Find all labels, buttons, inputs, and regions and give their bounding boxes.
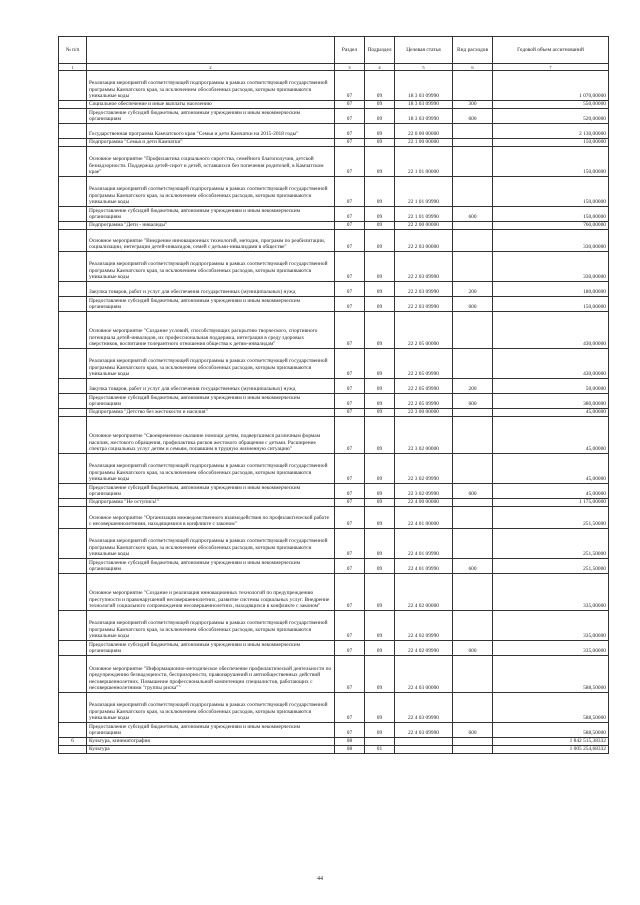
expense-kind-cell [453,222,493,230]
table-row [59,297,609,312]
row-name-cell: Предоставление субсидий бюджетным, автономным учреждениям и иным некоммерческим организациям [87,723,335,738]
table-row [59,574,609,611]
column-number: 6 [453,64,493,71]
row-number-cell [59,207,87,222]
table-row [59,222,609,230]
row-number-cell [59,124,87,139]
subsection-cell: 09 [365,641,395,656]
amount-cell: 1 005 254,68332 [493,746,609,754]
amount-cell: 760,00000 [493,222,609,230]
target-article-cell: 22 0 00 00000 [395,124,453,139]
row-number-cell [59,409,87,417]
amount-cell: 2 130,00000 [493,124,609,139]
amount-cell: 520,00000 [493,109,609,124]
table-row [59,656,609,693]
amount-cell: 50,00000 [493,379,609,394]
row-name-cell: Основное мероприятие "Организация межведомственного взаимодействия по профилактической работе с несовершеннолетними, находящимися в конфликте с законом" [87,507,335,529]
table-row [59,349,609,379]
table-row [59,312,609,349]
amount-cell: 180,00000 [493,282,609,297]
amount-cell: 45,00000 [493,454,609,484]
expense-kind-cell: 600 [453,559,493,574]
row-name-cell: Подпрограмма "Семья и дети Камчатки" [87,139,335,147]
subsection-cell: 09 [365,499,395,507]
subsection-cell: 09 [365,656,395,693]
expense-kind-cell [453,454,493,484]
table-row [59,409,609,417]
header-cell: Целевая статья [395,37,453,64]
expense-kind-cell [453,738,493,746]
column-number: 2 [87,64,335,71]
expense-kind-cell: 600 [453,109,493,124]
expense-kind-cell [453,139,493,147]
row-name-cell: Реализация мероприятий соответствующей подпрограммы в рамках соответствующей государственной программы Камчатского края, за исключением обособленных расходов, которым присваиваются уникальные коды [87,252,335,282]
row-name-cell: Реализация мероприятий соответствующей подпрограммы в рамках соответствующей государственной программы Камчатского края, за исключением обособленных расходов, которым присваиваются уникальные коды [87,693,335,723]
expense-kind-cell [453,656,493,693]
section-cell: 08 [335,746,365,754]
row-number-cell [59,723,87,738]
row-number-cell [59,641,87,656]
table-row [59,611,609,641]
expense-kind-cell: 200 [453,282,493,297]
row-name-cell: Реализация мероприятий соответствующей подпрограммы в рамках соответствующей государственной программы Камчатского края, за исключением обособленных расходов, которым присваиваются уникальные коды [87,71,335,101]
amount-cell: 45,00000 [493,417,609,454]
row-name-cell: Основное мероприятие "Создание условий, способствующих раскрытию творческого, спортивного потенциала детей-инвалидов, их профессиональная поддержка, интеграция в среду здоровых сверстников, воспитание толерантного отношения общества к детям-инвалидам" [87,312,335,349]
subsection-cell: 09 [365,109,395,124]
section-cell: 07 [335,574,365,611]
table-body [59,71,609,754]
expense-kind-cell: 600 [453,484,493,499]
subsection-cell: 09 [365,312,395,349]
row-name-cell: Закупка товаров, работ и услуг для обеспечения государственных (муниципальных) нужд [87,379,335,394]
expense-kind-cell [453,71,493,101]
table-row [59,101,609,109]
expense-kind-cell [453,177,493,207]
table-row [59,230,609,252]
header-cell: Подраздел [365,37,395,64]
section-cell: 07 [335,109,365,124]
column-number: 7 [493,64,609,71]
section-cell: 07 [335,177,365,207]
header-cell [87,37,335,64]
amount-cell: 430,00000 [493,312,609,349]
table-row [59,559,609,574]
section-cell: 07 [335,454,365,484]
section-cell: 07 [335,559,365,574]
amount-cell: 1 175,00000 [493,499,609,507]
row-number-cell [59,147,87,177]
target-article-cell: 22 2 05 09990 [395,349,453,379]
row-number-cell [59,693,87,723]
amount-cell: 335,00000 [493,641,609,656]
table-row [59,723,609,738]
amount-cell: 430,00000 [493,349,609,379]
section-cell: 07 [335,139,365,147]
table-row [59,109,609,124]
header-cell: № п/п [59,37,87,64]
subsection-cell: 09 [365,297,395,312]
target-article-cell: 22 1 01 00000 [395,147,453,177]
row-number-cell [59,252,87,282]
target-article-cell: 22 4 02 00000 [395,574,453,611]
subsection-cell: 09 [365,611,395,641]
amount-cell: 330,00000 [493,230,609,252]
target-article-cell: 22 4 02 09990 [395,611,453,641]
table-row [59,693,609,723]
expense-kind-cell [453,574,493,611]
table-row [59,507,609,529]
subsection-cell: 09 [365,529,395,559]
section-cell: 07 [335,723,365,738]
row-number-cell [59,454,87,484]
amount-cell: 150,00000 [493,139,609,147]
table-row [59,394,609,409]
row-name-cell: Реализация мероприятий соответствующей подпрограммы в рамках соответствующей государственной программы Камчатского края, за исключением обособленных расходов, которым присваиваются уникальные коды [87,349,335,379]
row-name-cell: Закупка товаров, работ и услуг для обеспечения государственных (муниципальных) нужд [87,282,335,297]
subsection-cell: 09 [365,417,395,454]
row-number-cell [59,484,87,499]
row-name-cell: Культура, кинематография [87,738,335,746]
table-row [59,71,609,101]
row-number-cell [59,394,87,409]
column-number: 1 [59,64,87,71]
section-cell: 07 [335,693,365,723]
section-cell: 07 [335,529,365,559]
row-name-cell: Основное мероприятие "Внедрение инновационных технологий, методик, программ по реабилитации, социализации, интеграции детей-инвалидов, семей с детьми-инвалидами в обществе" [87,230,335,252]
target-article-cell: 18 3 03 09990 [395,109,453,124]
table-row [59,641,609,656]
amount-cell: 150,00000 [493,147,609,177]
table-row [59,499,609,507]
section-cell: 07 [335,230,365,252]
subsection-cell: 09 [365,177,395,207]
subsection-cell: 09 [365,693,395,723]
row-name-cell: Предоставление субсидий бюджетным, автономным учреждениям и иным некоммерческим организациям [87,109,335,124]
subsection-cell: 09 [365,409,395,417]
expense-kind-cell [453,124,493,139]
row-name-cell: Основное мероприятие "Создание и реализация инновационных технологий по предупреждению преступности и правонарушений несовершеннолетних, развитие системы социальных услуг. Внедрение технологий социального сопровождения несовершеннолетних, находящихся в конфликте с законом" [87,574,335,611]
subsection-cell: 09 [365,207,395,222]
expense-kind-cell [453,409,493,417]
expense-kind-cell [453,611,493,641]
target-article-cell: 22 2 03 00000 [395,230,453,252]
row-number-cell [59,101,87,109]
target-article-cell: 22 3 00 00000 [395,409,453,417]
subsection-cell: 09 [365,574,395,611]
subsection-cell: 09 [365,559,395,574]
subsection-cell: 09 [365,394,395,409]
target-article-cell: 22 3 02 09990 [395,484,453,499]
target-article-cell: 22 2 03 09990 [395,252,453,282]
row-number-cell [59,230,87,252]
section-cell: 07 [335,641,365,656]
amount-cell: 251,50000 [493,559,609,574]
budget-table [58,36,609,754]
table-row [59,139,609,147]
subsection-cell: 09 [365,147,395,177]
header-cell: Раздел [335,37,365,64]
table-row [59,282,609,297]
row-name-cell: Реализация мероприятий соответствующей подпрограммы в рамках соответствующей государственной программы Камчатского края, за исключением обособленных расходов, которым присваиваются уникальные коды [87,177,335,207]
table-row [59,529,609,559]
table-row [59,746,609,754]
amount-cell: 45,00000 [493,484,609,499]
section-cell: 07 [335,611,365,641]
target-article-cell: 22 2 05 09990 [395,379,453,394]
amount-cell: 330,00000 [493,252,609,282]
row-number-cell [59,177,87,207]
row-name-cell: Государственная программа Камчатского края "Семья и дети Камчатки на 2015-2018 годы" [87,124,335,139]
row-name-cell: Предоставление субсидий бюджетным, автономным учреждениям и иным некоммерческим организациям [87,394,335,409]
section-cell: 07 [335,282,365,297]
header-row [59,37,609,64]
subsection-cell: 09 [365,222,395,230]
row-number-cell: 6 [59,738,87,746]
column-number-row [59,64,609,71]
target-article-cell: 22 4 01 09990 [395,559,453,574]
target-article-cell: 22 4 01 09990 [395,529,453,559]
amount-cell: 380,00000 [493,394,609,409]
row-number-cell [59,611,87,641]
expense-kind-cell [453,312,493,349]
subsection-cell: 09 [365,282,395,297]
subsection-cell: 09 [365,507,395,529]
subsection-cell: 09 [365,101,395,109]
amount-cell: 550,00000 [493,101,609,109]
subsection-cell: 09 [365,723,395,738]
row-number-cell [59,529,87,559]
section-cell: 07 [335,312,365,349]
expense-kind-cell: 600 [453,641,493,656]
section-cell: 07 [335,297,365,312]
target-article-cell: 22 2 05 00000 [395,312,453,349]
target-article-cell: 22 4 03 00000 [395,656,453,693]
row-number-cell [59,746,87,754]
target-article-cell [395,738,453,746]
table-row [59,738,609,746]
table-row [59,379,609,394]
subsection-cell [365,738,395,746]
subsection-cell: 09 [365,379,395,394]
target-article-cell: 22 2 03 09990 [395,297,453,312]
subsection-cell: 09 [365,139,395,147]
amount-cell: 150,00000 [493,207,609,222]
row-name-cell: Предоставление субсидий бюджетным, автономным учреждениям и иным некоммерческим организациям [87,559,335,574]
target-article-cell [395,746,453,754]
expense-kind-cell: 300 [453,101,493,109]
amount-cell: 588,50000 [493,693,609,723]
target-article-cell: 18 3 03 09990 [395,101,453,109]
row-number-cell [59,499,87,507]
section-cell: 07 [335,71,365,101]
row-number-cell [59,507,87,529]
column-number: 4 [365,64,395,71]
target-article-cell: 22 3 02 00000 [395,417,453,454]
target-article-cell: 18 3 03 09990 [395,71,453,101]
expense-kind-cell: 600 [453,723,493,738]
subsection-cell: 09 [365,349,395,379]
amount-cell: 150,00000 [493,297,609,312]
section-cell: 07 [335,379,365,394]
section-cell: 07 [335,207,365,222]
row-name-cell: Социальное обеспечение и иные выплаты населению [87,101,335,109]
amount-cell: 335,00000 [493,574,609,611]
expense-kind-cell [453,252,493,282]
row-number-cell [59,297,87,312]
row-name-cell: Предоставление субсидий бюджетным, автономным учреждениям и иным некоммерческим организациям [87,484,335,499]
table-row [59,484,609,499]
row-number-cell [59,139,87,147]
section-cell: 07 [335,409,365,417]
amount-cell: 588,50000 [493,723,609,738]
section-cell: 07 [335,394,365,409]
row-name-cell: Культура [87,746,335,754]
expense-kind-cell [453,746,493,754]
subsection-cell: 09 [365,71,395,101]
section-cell: 07 [335,349,365,379]
expense-kind-cell [453,507,493,529]
row-name-cell: Реализация мероприятий соответствующей подпрограммы в рамках соответствующей государственной программы Камчатского края, за исключением обособленных расходов, которым присваиваются уникальные коды [87,611,335,641]
expense-kind-cell [453,349,493,379]
header-cell: Вид расходов [453,37,493,64]
table-row [59,147,609,177]
target-article-cell: 22 4 00 00000 [395,499,453,507]
table-row [59,252,609,282]
subsection-cell: 09 [365,454,395,484]
target-article-cell: 22 4 03 09990 [395,693,453,723]
section-cell: 07 [335,252,365,282]
row-number-cell [59,379,87,394]
target-article-cell: 22 3 02 09990 [395,454,453,484]
row-name-cell: Подпрограмма "Дети - инвалиды" [87,222,335,230]
section-cell: 07 [335,499,365,507]
expense-kind-cell: 600 [453,297,493,312]
row-name-cell: Реализация мероприятий соответствующей подпрограммы в рамках соответствующей государственной программы Камчатского края, за исключением обособленных расходов, которым присваиваются уникальные коды [87,454,335,484]
section-cell: 07 [335,507,365,529]
amount-cell: 588,50000 [493,656,609,693]
expense-kind-cell [453,499,493,507]
table-row [59,124,609,139]
row-name-cell: Предоставление субсидий бюджетным, автономным учреждениям и иным некоммерческим организациям [87,297,335,312]
page-number: 44 [317,876,323,882]
column-number: 5 [395,64,453,71]
target-article-cell: 22 1 00 00000 [395,139,453,147]
section-cell: 07 [335,656,365,693]
subsection-cell: 09 [365,230,395,252]
expense-kind-cell [453,529,493,559]
row-name-cell: Реализация мероприятий соответствующей подпрограммы в рамках соответствующей государственной программы Камчатского края, за исключением обособленных расходов, которым присваиваются уникальные коды [87,529,335,559]
table-row [59,177,609,207]
expense-kind-cell: 600 [453,207,493,222]
row-number-cell [59,282,87,297]
subsection-cell: 01 [365,746,395,754]
amount-cell: 251,50000 [493,529,609,559]
row-number-cell [59,656,87,693]
target-article-cell: 22 4 03 09990 [395,723,453,738]
subsection-cell: 09 [365,484,395,499]
section-cell: 07 [335,417,365,454]
row-name-cell: Предоставление субсидий бюджетным, автономным учреждениям и иным некоммерческим организациям [87,207,335,222]
row-number-cell [59,312,87,349]
header-cell: Годовой объем ассигнований [493,37,609,64]
amount-cell: 1 842 515,38332 [493,738,609,746]
amount-cell: 150,00000 [493,177,609,207]
expense-kind-cell [453,147,493,177]
section-cell: 07 [335,484,365,499]
row-number-cell [59,349,87,379]
target-article-cell: 22 4 01 00000 [395,507,453,529]
expense-kind-cell [453,417,493,454]
row-name-cell: Подпрограмма "Детство без жестокости и насилия" [87,409,335,417]
row-name-cell: Подпрограмма "Не оступись!" [87,499,335,507]
amount-cell: 251,50000 [493,507,609,529]
row-name-cell: Основное мероприятие "Своевременное оказание помощи детям, подвергшимся различным формам насилия, жестокого обращения, профилактика рисков жестокого обращения с детьми. Расширение спектра социальных услуг детям и семьям, попавшим в трудную жизненную ситуацию" [87,417,335,454]
expense-kind-cell: 200 [453,379,493,394]
section-cell: 07 [335,101,365,109]
row-number-cell [59,71,87,101]
section-cell: 07 [335,222,365,230]
target-article-cell: 22 2 05 09990 [395,394,453,409]
expense-kind-cell: 600 [453,394,493,409]
row-name-cell: Основное мероприятие "Информационно-методическое обеспечение профилактической деятельности по предупреждению безнадзорности, беспризорности, правонарушений и антиобщественных действий несовершеннолетних. Повышение профессиональной компетенции специалистов, работающих с несовершеннолетними "группы риска"" [87,656,335,693]
table-row [59,454,609,484]
subsection-cell: 09 [365,252,395,282]
amount-cell: 1 070,00000 [493,71,609,101]
target-article-cell: 22 4 02 09990 [395,641,453,656]
section-cell: 07 [335,147,365,177]
target-article-cell: 22 1 01 09990 [395,177,453,207]
expense-kind-cell [453,230,493,252]
amount-cell: 45,00000 [493,409,609,417]
target-article-cell: 22 1 01 09990 [395,207,453,222]
column-number: 3 [335,64,365,71]
target-article-cell: 22 2 03 09990 [395,282,453,297]
row-name-cell: Предоставление субсидий бюджетным, автономным учреждениям и иным некоммерческим организациям [87,641,335,656]
section-cell: 07 [335,124,365,139]
row-number-cell [59,109,87,124]
row-number-cell [59,574,87,611]
section-cell: 08 [335,738,365,746]
subsection-cell: 09 [365,124,395,139]
table-row [59,417,609,454]
row-number-cell [59,222,87,230]
row-number-cell [59,559,87,574]
row-number-cell [59,417,87,454]
table-row [59,207,609,222]
amount-cell: 335,00000 [493,611,609,641]
row-name-cell: Основное мероприятие "Профилактика социального сиротства, семейного благополучия, детской безнадзорности. Поддержка детей-сирот и детей, оставшихся без попечения родителей, в Камчатском крае" [87,147,335,177]
target-article-cell: 22 2 00 00000 [395,222,453,230]
expense-kind-cell [453,693,493,723]
